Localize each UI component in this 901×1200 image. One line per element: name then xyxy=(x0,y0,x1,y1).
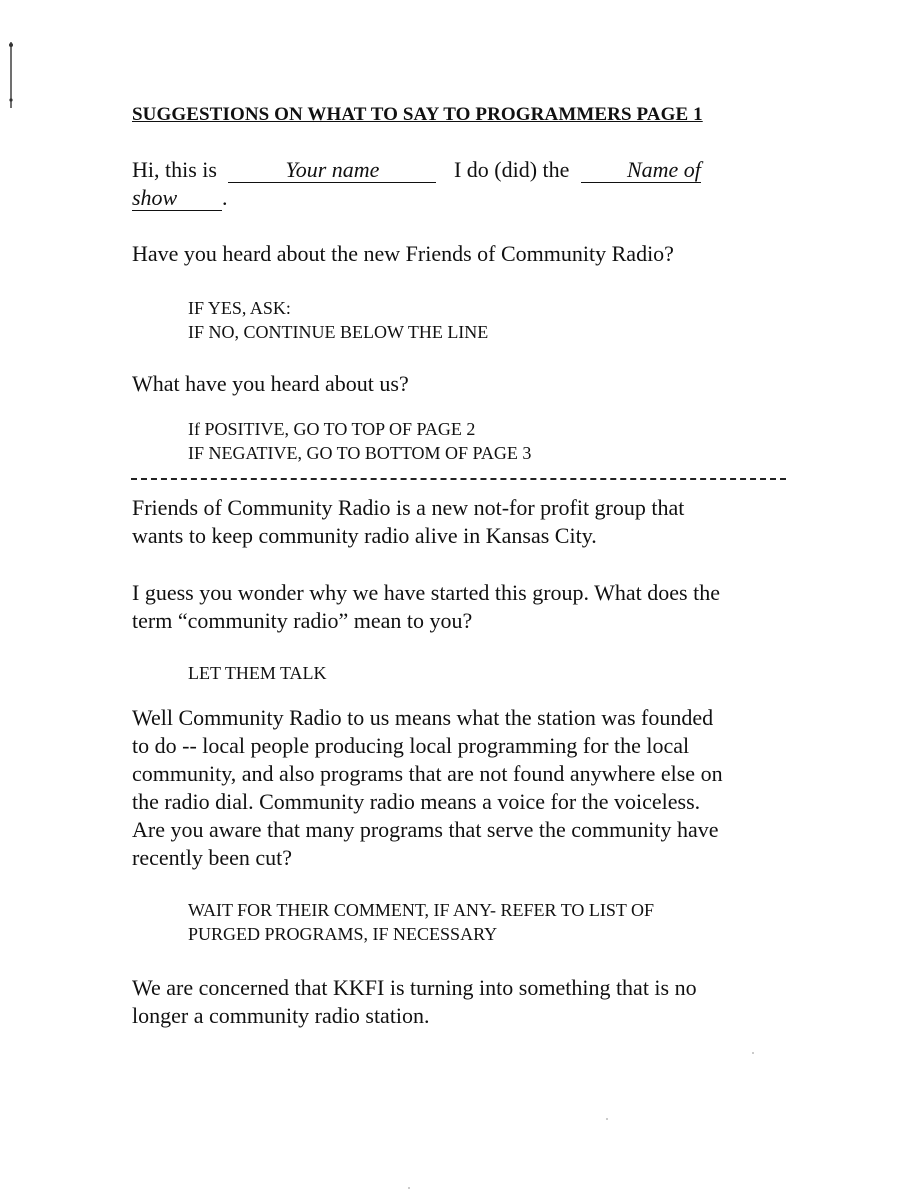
paragraph-2-line-1: I guess you wonder why we have started this group. What does the xyxy=(132,580,720,605)
instruction-if-yes: IF YES, ASK: xyxy=(188,298,291,318)
paragraph-1-line-1: Friends of Community Radio is a new not-for profit group that xyxy=(132,495,685,520)
paragraph-1-line-2: wants to keep community radio alive in Kansas City. xyxy=(132,523,597,548)
paragraph-3-line-5: Are you aware that many programs that serve the community have xyxy=(132,817,719,842)
your-name-text: Your name xyxy=(285,157,380,182)
scan-speck xyxy=(408,1187,410,1189)
binding-mark xyxy=(9,42,13,108)
instruction-if-no: IF NO, CONTINUE BELOW THE LINE xyxy=(188,322,489,342)
paragraph-2-line-2: term “community radio” mean to you? xyxy=(132,608,473,633)
instruction-if-positive: If POSITIVE, GO TO TOP OF PAGE 2 xyxy=(188,419,476,439)
paragraph-3-line-4: the radio dial. Community radio means a voice for the voiceless. xyxy=(132,789,701,814)
paragraph-3-line-2: to do -- local people producing local programming for the local xyxy=(132,733,690,758)
question-heard: Have you heard about the new Friends of Community Radio? xyxy=(132,241,674,266)
show-name-text: Name of xyxy=(626,157,701,182)
show-name-blank-cont xyxy=(132,186,222,211)
instruction-wait-comment: WAIT FOR THEIR COMMENT, IF ANY- REFER TO LIST OF xyxy=(188,900,655,920)
intro-line-2: show . xyxy=(132,185,228,210)
instruction-purged-programs: PURGED PROGRAMS, IF NECESSARY xyxy=(188,924,498,944)
intro-prefix: Hi, this is xyxy=(132,157,217,182)
intro-line xyxy=(132,156,701,184)
paragraph-3-line-6: recently been cut? xyxy=(132,845,293,870)
scan-speck xyxy=(606,1118,608,1120)
instruction-if-negative: IF NEGATIVE, GO TO BOTTOM OF PAGE 3 xyxy=(188,443,532,463)
intro-middle: I do (did) the xyxy=(453,157,570,182)
scan-speck xyxy=(752,1052,754,1054)
question-what-heard: What have you heard about us? xyxy=(132,371,409,396)
your-name-blank xyxy=(228,158,436,183)
paragraph-4-line-2: longer a community radio station. xyxy=(132,1003,430,1028)
show-name-text-2: show xyxy=(132,185,178,210)
paragraph-4-line-1: We are concerned that KKFI is turning into something that is no xyxy=(132,975,697,1000)
paragraph-3-line-1: Well Community Radio to us means what the station was founded xyxy=(132,705,714,730)
page-title: SUGGESTIONS ON WHAT TO SAY TO PROGRAMMERS PAGE 1 xyxy=(132,104,703,125)
instruction-let-them-talk: LET THEM TALK xyxy=(188,663,327,683)
paragraph-3-line-3: community, and also programs that are not found anywhere else on xyxy=(132,761,723,786)
dashed-divider xyxy=(131,478,786,480)
show-name-blank xyxy=(581,158,701,183)
